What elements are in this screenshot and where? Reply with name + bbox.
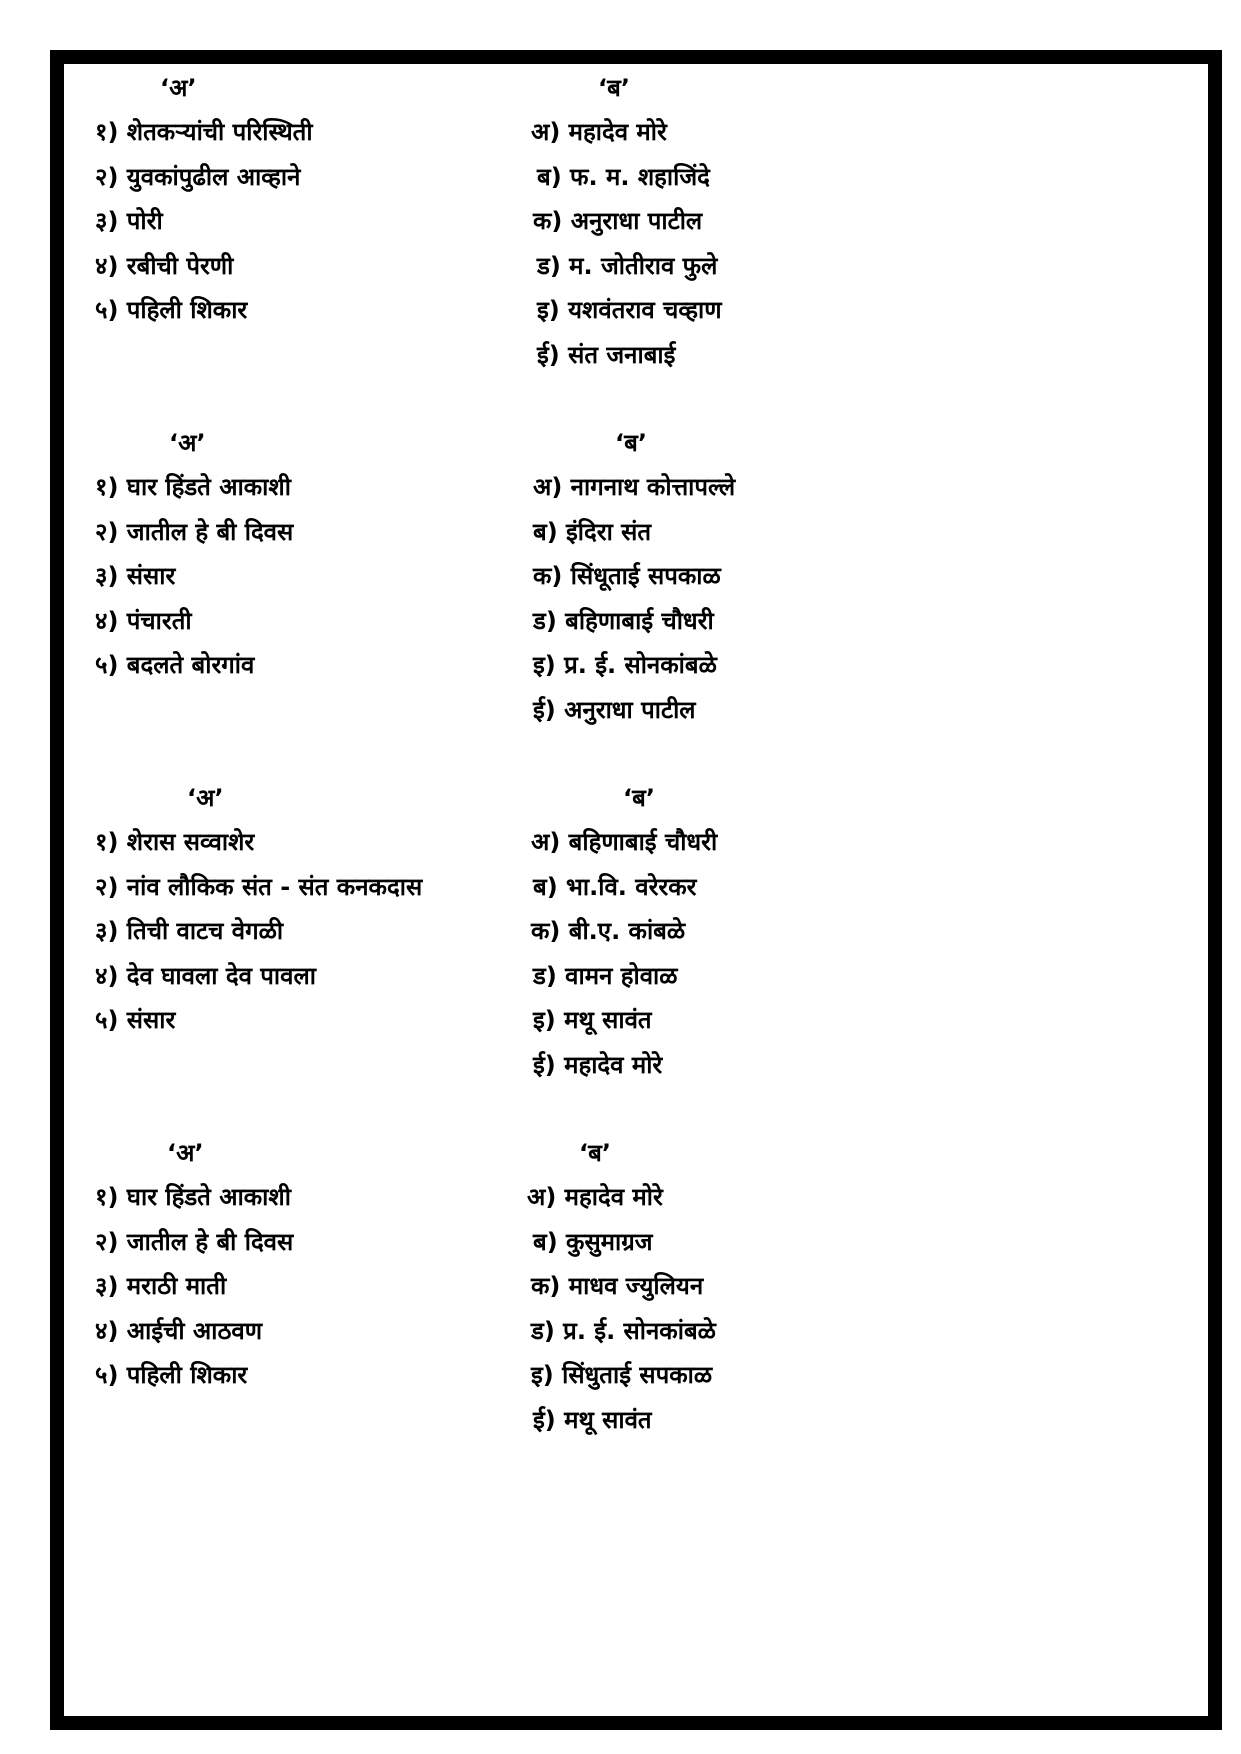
set3-column-b-header: ‘ब’ (623, 784, 655, 812)
set1-a-item-1: १) शेतकऱ्यांची परिस्थिती (95, 118, 313, 146)
set1-b-item-5: इ) यशवंतराव चव्हाण (537, 296, 722, 324)
set2-a-item-4: ४) पंचारती (95, 607, 192, 635)
set3-a-item-2: २) नांव लौकिक संत - संत कनकदास (95, 873, 423, 901)
set2-b-item-6: ई) अनुराधा पाटील (533, 696, 696, 724)
set3-a-item-4: ४) देव घावला देव पावला (95, 962, 316, 990)
set1-b-item-2: ब) फ. म. शहाजिंदे (537, 163, 710, 191)
set3-a-item-3: ३) तिची वाटच वेगळी (95, 917, 284, 945)
set1-column-a-header: ‘अ’ (160, 74, 197, 102)
set2-b-item-1: अ) नागनाथ कोत्तापल्ले (533, 473, 736, 501)
set3-b-item-2: ब) भा.वि. वरेरकर (533, 873, 697, 901)
set4-column-a-header: ‘अ’ (167, 1139, 204, 1167)
set3-a-item-1: १) शेरास सव्वाशेर (95, 828, 255, 856)
set4-b-item-2: ब) कुसुमाग्रज (533, 1228, 653, 1256)
set2-b-item-3: क) सिंधूताई सपकाळ (533, 562, 721, 590)
set2-a-item-5: ५) बदलते बोरगांव (95, 651, 255, 679)
set4-a-item-3: ३) मराठी माती (95, 1272, 227, 1300)
set4-a-item-2: २) जातील हे बी दिवस (95, 1228, 294, 1256)
set4-a-item-4: ४) आईची आठवण (95, 1317, 263, 1345)
set1-a-item-3: ३) पोरी (95, 207, 163, 235)
set4-b-item-6: ई) मथू सावंत (533, 1406, 652, 1434)
set3-b-item-1: अ) बहिणाबाई चौधरी (531, 828, 718, 856)
set2-column-a-header: ‘अ’ (169, 429, 206, 457)
set1-b-item-3: क) अनुराधा पाटील (533, 207, 703, 235)
set2-a-item-3: ३) संसार (95, 562, 176, 590)
set1-b-item-6: ई) संत जनाबाई (537, 341, 676, 369)
set1-b-item-1: अ) महादेव मोरे (531, 118, 667, 146)
set3-b-item-4: ड) वामन होवाळ (533, 962, 678, 990)
set2-a-item-1: १) घार हिंडते आकाशी (95, 473, 291, 501)
set4-b-item-1: अ) महादेव मोरे (527, 1183, 663, 1211)
set3-b-item-6: ई) महादेव मोरे (533, 1051, 663, 1079)
set4-b-item-5: इ) सिंधुताई सपकाळ (531, 1361, 713, 1389)
set1-a-item-5: ५) पहिली शिकार (95, 296, 248, 324)
set3-column-a-header: ‘अ’ (187, 784, 224, 812)
set2-a-item-2: २) जातील हे बी दिवस (95, 518, 294, 546)
set1-a-item-2: २) युवकांपुढील आव्हाने (95, 163, 301, 191)
set1-a-item-4: ४) रबीची पेरणी (95, 252, 234, 280)
set2-column-b-header: ‘ब’ (615, 429, 647, 457)
set2-b-item-4: ड) बहिणाबाई चौधरी (533, 607, 714, 635)
set4-b-item-4: ड) प्र. ई. सोनकांबळे (531, 1317, 716, 1345)
set3-a-item-5: ५) संसार (95, 1006, 176, 1034)
set2-b-item-5: इ) प्र. ई. सोनकांबळे (533, 651, 717, 679)
set1-b-item-4: ड) म. जोतीराव फुले (537, 252, 718, 280)
set3-b-item-3: क) बी.ए. कांबळे (531, 917, 686, 945)
set1-column-b-header: ‘ब’ (598, 74, 630, 102)
set4-column-b-header: ‘ब’ (579, 1139, 611, 1167)
set2-b-item-2: ब) इंदिरा संत (533, 518, 652, 546)
set3-b-item-5: इ) मथू सावंत (533, 1006, 652, 1034)
set4-a-item-1: १) घार हिंडते आकाशी (95, 1183, 291, 1211)
set4-a-item-5: ५) पहिली शिकार (95, 1361, 248, 1389)
set4-b-item-3: क) माधव ज्युलियन (531, 1272, 704, 1300)
